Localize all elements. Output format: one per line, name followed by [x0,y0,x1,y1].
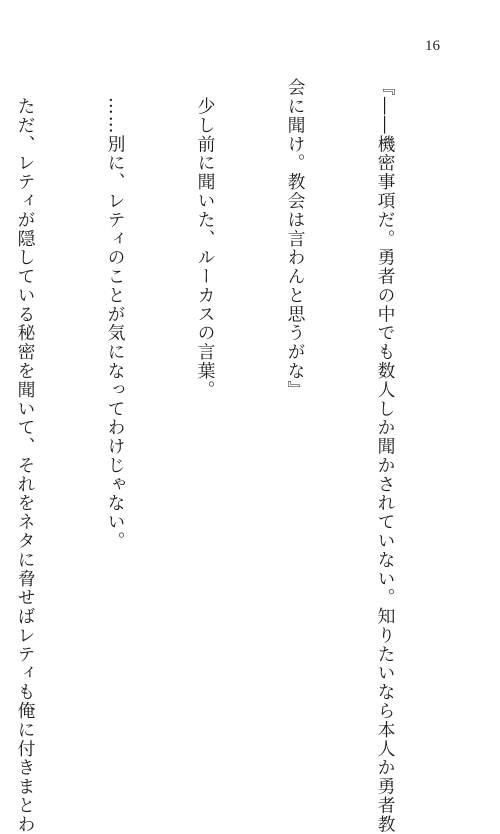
text-line: 会に聞け。教会は言わんと思うがな』 [285,78,306,400]
page-number: 16 [425,38,440,54]
novel-text-body [15,78,460,834]
text-line: 『――機密事項だ。勇者の中でも数人しか聞かされていない。知りたいなら本人か勇者教 [375,78,396,834]
text-line: ただ、レティが隠している秘密を聞いて、それをネタに脅せばレティも俺に付きまとわ [15,78,36,834]
text-line: ……別に、レティのことが気になってわけじゃない。 [105,78,126,551]
text-line: 少し前に聞いた、ルーカスの言葉。 [195,78,216,400]
